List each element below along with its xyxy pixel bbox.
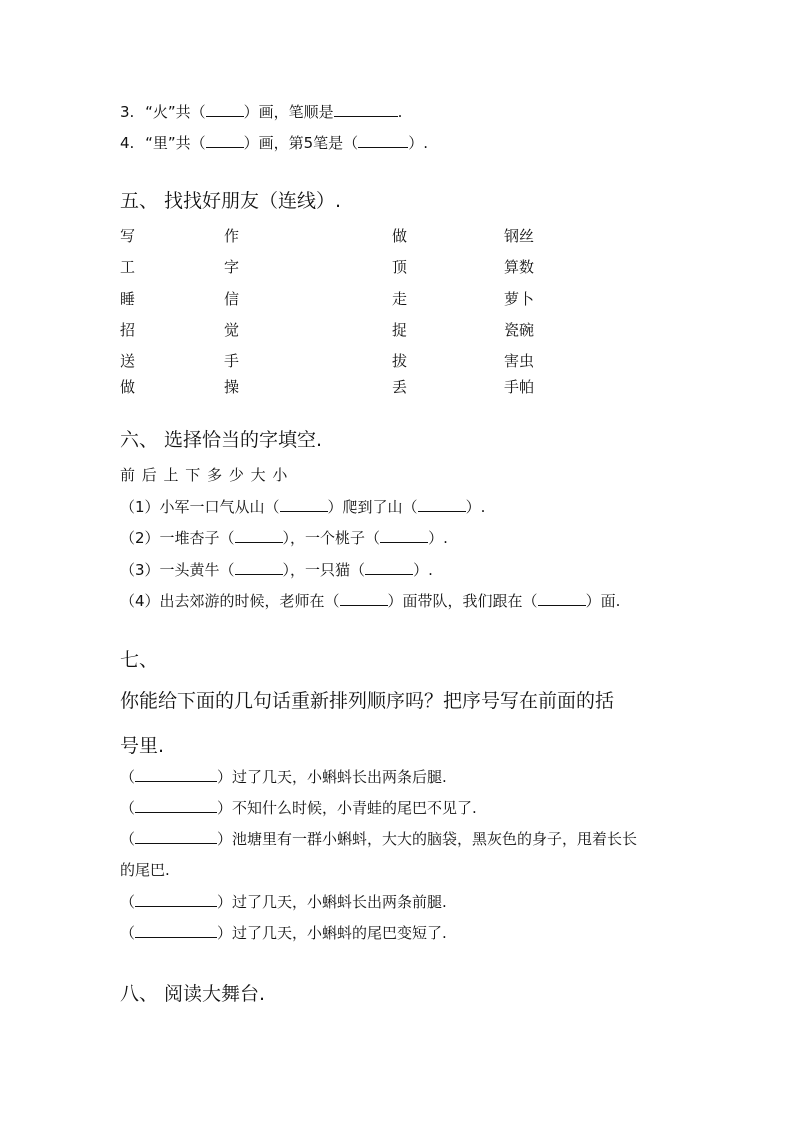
- match-left-word: 睡: [120, 290, 136, 308]
- match-right-word: 算数: [504, 258, 535, 276]
- match-left-word: 招: [120, 321, 136, 339]
- question-text-mid: ），一个桃子（: [282, 529, 381, 547]
- answer-blank[interactable]: [206, 102, 244, 117]
- item-number: 3.: [120, 103, 135, 121]
- item-text-mid: ）画，笔顺是: [243, 103, 334, 121]
- match-left-word: 信: [224, 290, 240, 308]
- match-left-word: 送: [120, 352, 136, 370]
- question-text-mid: ）面带队，我们跟在（: [387, 592, 538, 610]
- question-text-end: ）.: [428, 529, 448, 547]
- match-right-word: 钢丝: [504, 227, 535, 245]
- match-right-word: 做: [392, 227, 408, 245]
- match-left-word: 操: [224, 378, 240, 396]
- sentence-text: ）池塘里有一群小蝌蚪，大大的脑袋，黑灰色的身子，甩着长长: [217, 830, 638, 848]
- question-text-mid: ）爬到了山（: [327, 498, 418, 516]
- open-paren: （: [120, 799, 136, 817]
- ordering-sentence-5: [120, 923, 447, 943]
- open-paren: （: [120, 830, 136, 848]
- answer-blank[interactable]: [538, 591, 586, 606]
- open-paren: （: [120, 924, 136, 942]
- match-left-word: 做: [120, 378, 136, 396]
- question-item-3: [120, 102, 402, 122]
- sentence-text: ）过了几天，小蝌蚪长出两条前腿.: [217, 893, 447, 911]
- match-right-word: 瓷碗: [504, 321, 535, 339]
- item-text-pre: “火”共（: [145, 103, 206, 121]
- item-text-end: ）.: [408, 134, 428, 152]
- answer-blank[interactable]: [235, 560, 283, 575]
- match-right-word: 丢: [392, 378, 408, 396]
- question-text-end: ）.: [465, 498, 486, 516]
- question-text-pre: （3）一头黄牛（: [120, 561, 235, 579]
- item-text-pre: “里”共（: [145, 134, 206, 152]
- answer-blank[interactable]: [334, 102, 398, 117]
- open-paren: （: [120, 768, 136, 786]
- answer-blank[interactable]: [418, 497, 466, 512]
- order-number-blank[interactable]: [135, 767, 217, 782]
- order-number-blank[interactable]: [135, 892, 217, 907]
- word-options: 前 后 上 下 多 少 大 小: [120, 466, 288, 484]
- question-text-pre: （1）小军一口气从山（: [120, 498, 280, 516]
- ordering-sentence-1: [120, 767, 447, 787]
- answer-blank[interactable]: [340, 591, 388, 606]
- fill-question-3: [120, 560, 433, 580]
- section-7-title: 七、: [120, 649, 159, 671]
- order-number-blank[interactable]: [135, 829, 217, 844]
- question-text-pre: （4）出去郊游的时候，老师在（: [120, 592, 340, 610]
- answer-blank[interactable]: [206, 133, 244, 148]
- answer-blank[interactable]: [235, 528, 283, 543]
- sentence-text: ）过了几天，小蝌蚪长出两条后腿.: [217, 768, 447, 786]
- ordering-sentence-3: [120, 829, 637, 849]
- match-left-word: 觉: [224, 321, 240, 339]
- item-number: 4.: [120, 134, 135, 152]
- fill-question-4: [120, 591, 620, 611]
- item-text-end: .: [397, 103, 403, 121]
- match-left-word: 写: [120, 227, 136, 245]
- section-5-title: 五、 找找好朋友（连线）.: [120, 190, 342, 212]
- answer-blank[interactable]: [280, 497, 328, 512]
- match-right-word: 手帕: [504, 378, 535, 396]
- ordering-sentence-4: [120, 892, 447, 912]
- match-left-word: 作: [224, 227, 240, 245]
- question-text-mid: ），一只猫（: [282, 561, 366, 579]
- section-8-title: 八、 阅读大舞台.: [120, 983, 266, 1005]
- question-text-end: ）.: [413, 561, 433, 579]
- match-right-word: 走: [392, 290, 408, 308]
- question-item-4: [120, 133, 428, 153]
- sentence-text: ）不知什么时候，小青蛙的尾巴不见了.: [217, 799, 477, 817]
- match-right-word: 顶: [392, 258, 408, 276]
- open-paren: （: [120, 893, 136, 911]
- section-7-prompt-line-2: 号里.: [120, 735, 165, 757]
- ordering-sentence-2: [120, 798, 477, 818]
- order-number-blank[interactable]: [135, 923, 217, 938]
- answer-blank[interactable]: [358, 133, 408, 148]
- match-left-word: 手: [224, 352, 240, 370]
- match-right-word: 拔: [392, 352, 408, 370]
- question-text-pre: （2）一堆杏子（: [120, 529, 235, 547]
- match-right-word: 害虫: [504, 352, 535, 370]
- question-text-end: ）面.: [585, 592, 621, 610]
- match-left-word: 字: [224, 258, 240, 276]
- sentence-text: ）过了几天，小蝌蚪的尾巴变短了.: [217, 924, 447, 942]
- section-6-title: 六、 选择恰当的字填空.: [120, 429, 323, 451]
- fill-question-1: [120, 497, 485, 517]
- section-7-prompt-line-1: 你能给下面的几句话重新排列顺序吗？把序号写在前面的括: [120, 690, 615, 712]
- answer-blank[interactable]: [380, 528, 428, 543]
- item-text-mid: ）画，第5笔是（: [243, 134, 359, 152]
- match-right-word: 捉: [392, 321, 408, 339]
- order-number-blank[interactable]: [135, 798, 217, 813]
- fill-question-2: [120, 528, 448, 548]
- match-left-word: 工: [120, 258, 136, 276]
- answer-blank[interactable]: [365, 560, 413, 575]
- ordering-sentence-3-continued: 的尾巴.: [120, 861, 170, 879]
- match-right-word: 萝卜: [504, 290, 535, 308]
